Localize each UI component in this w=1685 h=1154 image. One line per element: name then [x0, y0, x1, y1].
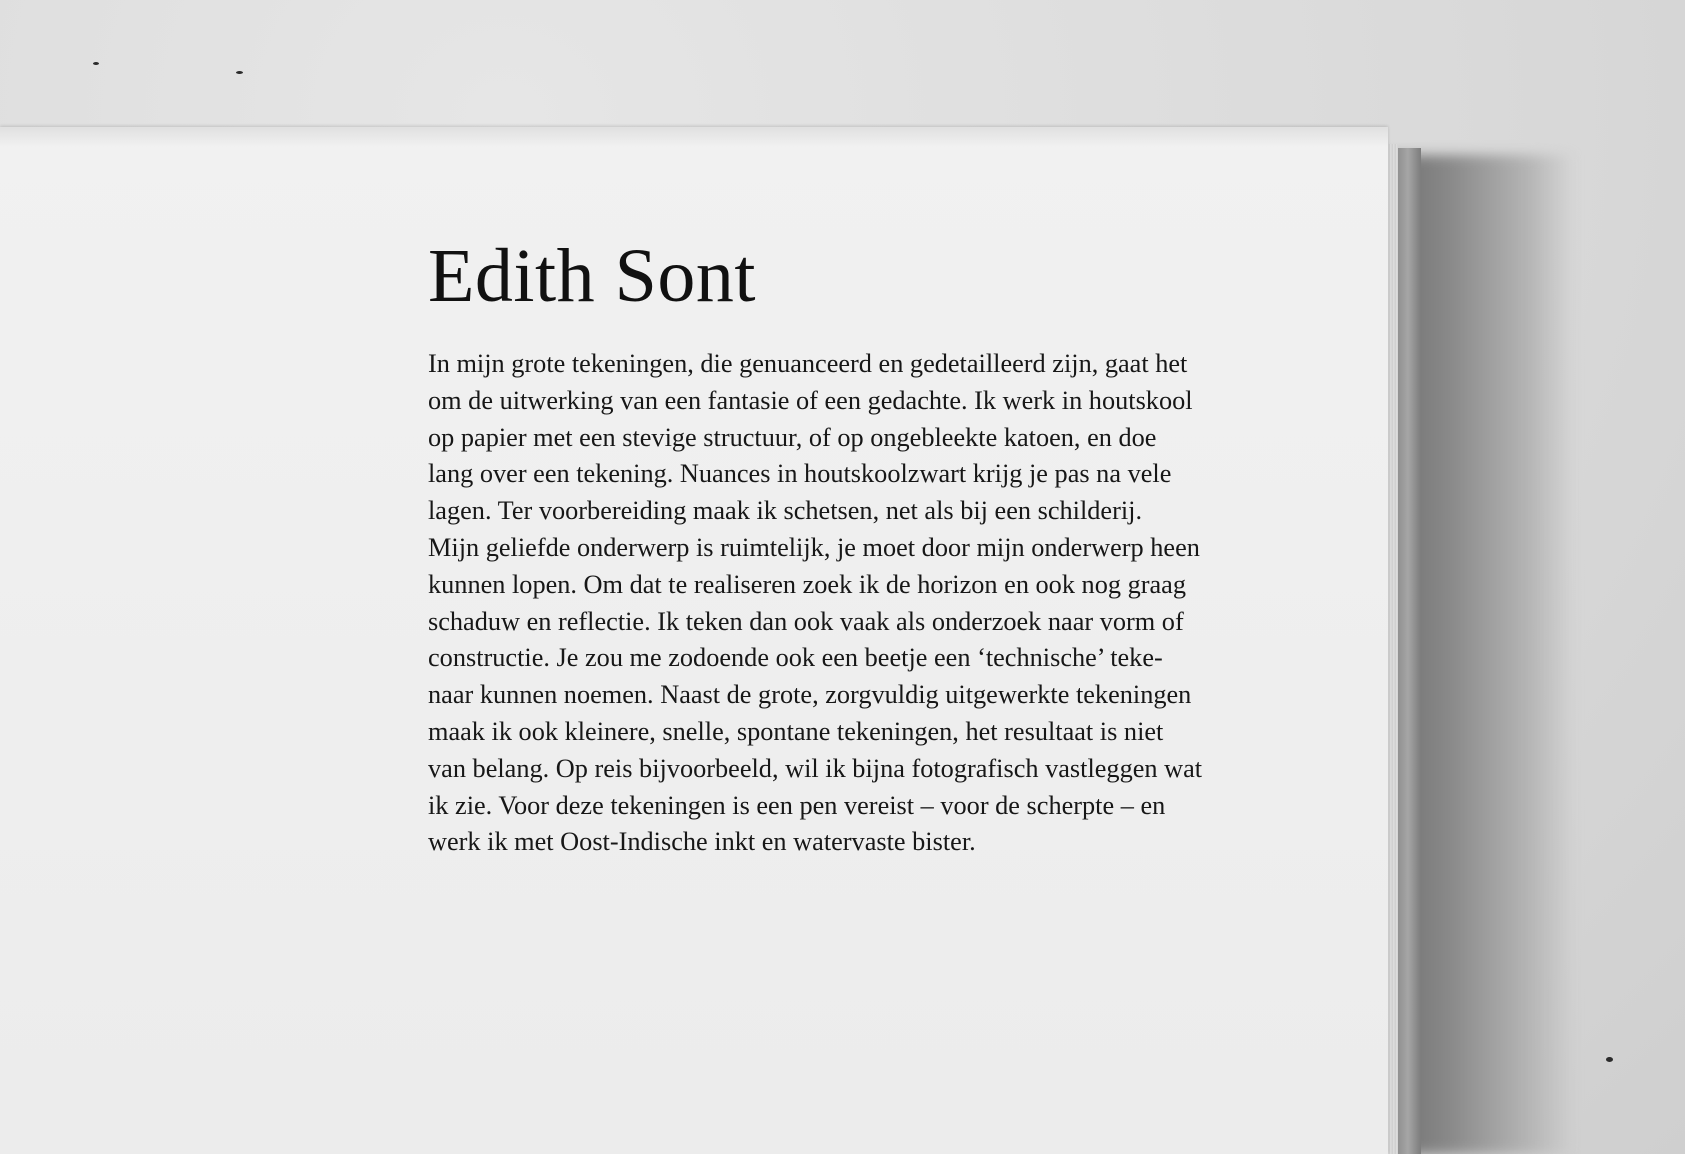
dust-speck [1606, 1057, 1613, 1062]
body-paragraph [428, 346, 1318, 861]
text-line: lagen. Ter voorbereiding maak ik schetsen, net als bij een schilderij. [428, 496, 1143, 526]
text-line: constructie. Je zou me zodoende ook een beetje een ‘technische’ teke- [428, 643, 1163, 673]
text-line: om de uitwerking van een fantasie of een gedachte. Ik werk in houtskool [428, 385, 1193, 415]
text-line: werk ik met Oost-Indische inkt en watervaste bister. [428, 827, 976, 857]
text-line: op papier met een stevige structuur, of op ongebleekte katoen, en doe [428, 422, 1157, 452]
text-line: schaduw en reflectie. Ik teken dan ook vaak als onderzoek naar vorm of [428, 606, 1184, 636]
dust-speck [236, 71, 243, 74]
book-cover-edge [1395, 148, 1421, 1154]
dust-speck [93, 62, 99, 65]
text-line: Mijn geliefde onderwerp is ruimtelijk, je moet door mijn onderwerp heen [428, 532, 1200, 562]
text-line: lang over een tekening. Nuances in houtskoolzwart krijg je pas na vele [428, 459, 1172, 489]
text-line: naar kunnen noemen. Naast de grote, zorgvuldig uitgewerkte tekeningen [428, 680, 1192, 710]
page-content [428, 234, 1318, 861]
page-shading [0, 127, 1388, 147]
text-line: ik zie. Voor deze tekeningen is een pen vereist – voor de scherpte – en [428, 790, 1166, 820]
text-line: In mijn grote tekeningen, die genuanceerd en gedetailleerd zijn, gaat het [428, 349, 1188, 378]
text-line: maak ik ook kleinere, snelle, spontane tekeningen, het resultaat is niet [428, 716, 1164, 746]
text-line: van belang. Op reis bijvoorbeeld, wil ik bijna fotografisch vastleggen wat [428, 753, 1203, 783]
page-title: Edith Sont [428, 234, 757, 318]
text-line: kunnen lopen. Om dat te realiseren zoek ik de horizon en ook nog graag [428, 569, 1186, 599]
